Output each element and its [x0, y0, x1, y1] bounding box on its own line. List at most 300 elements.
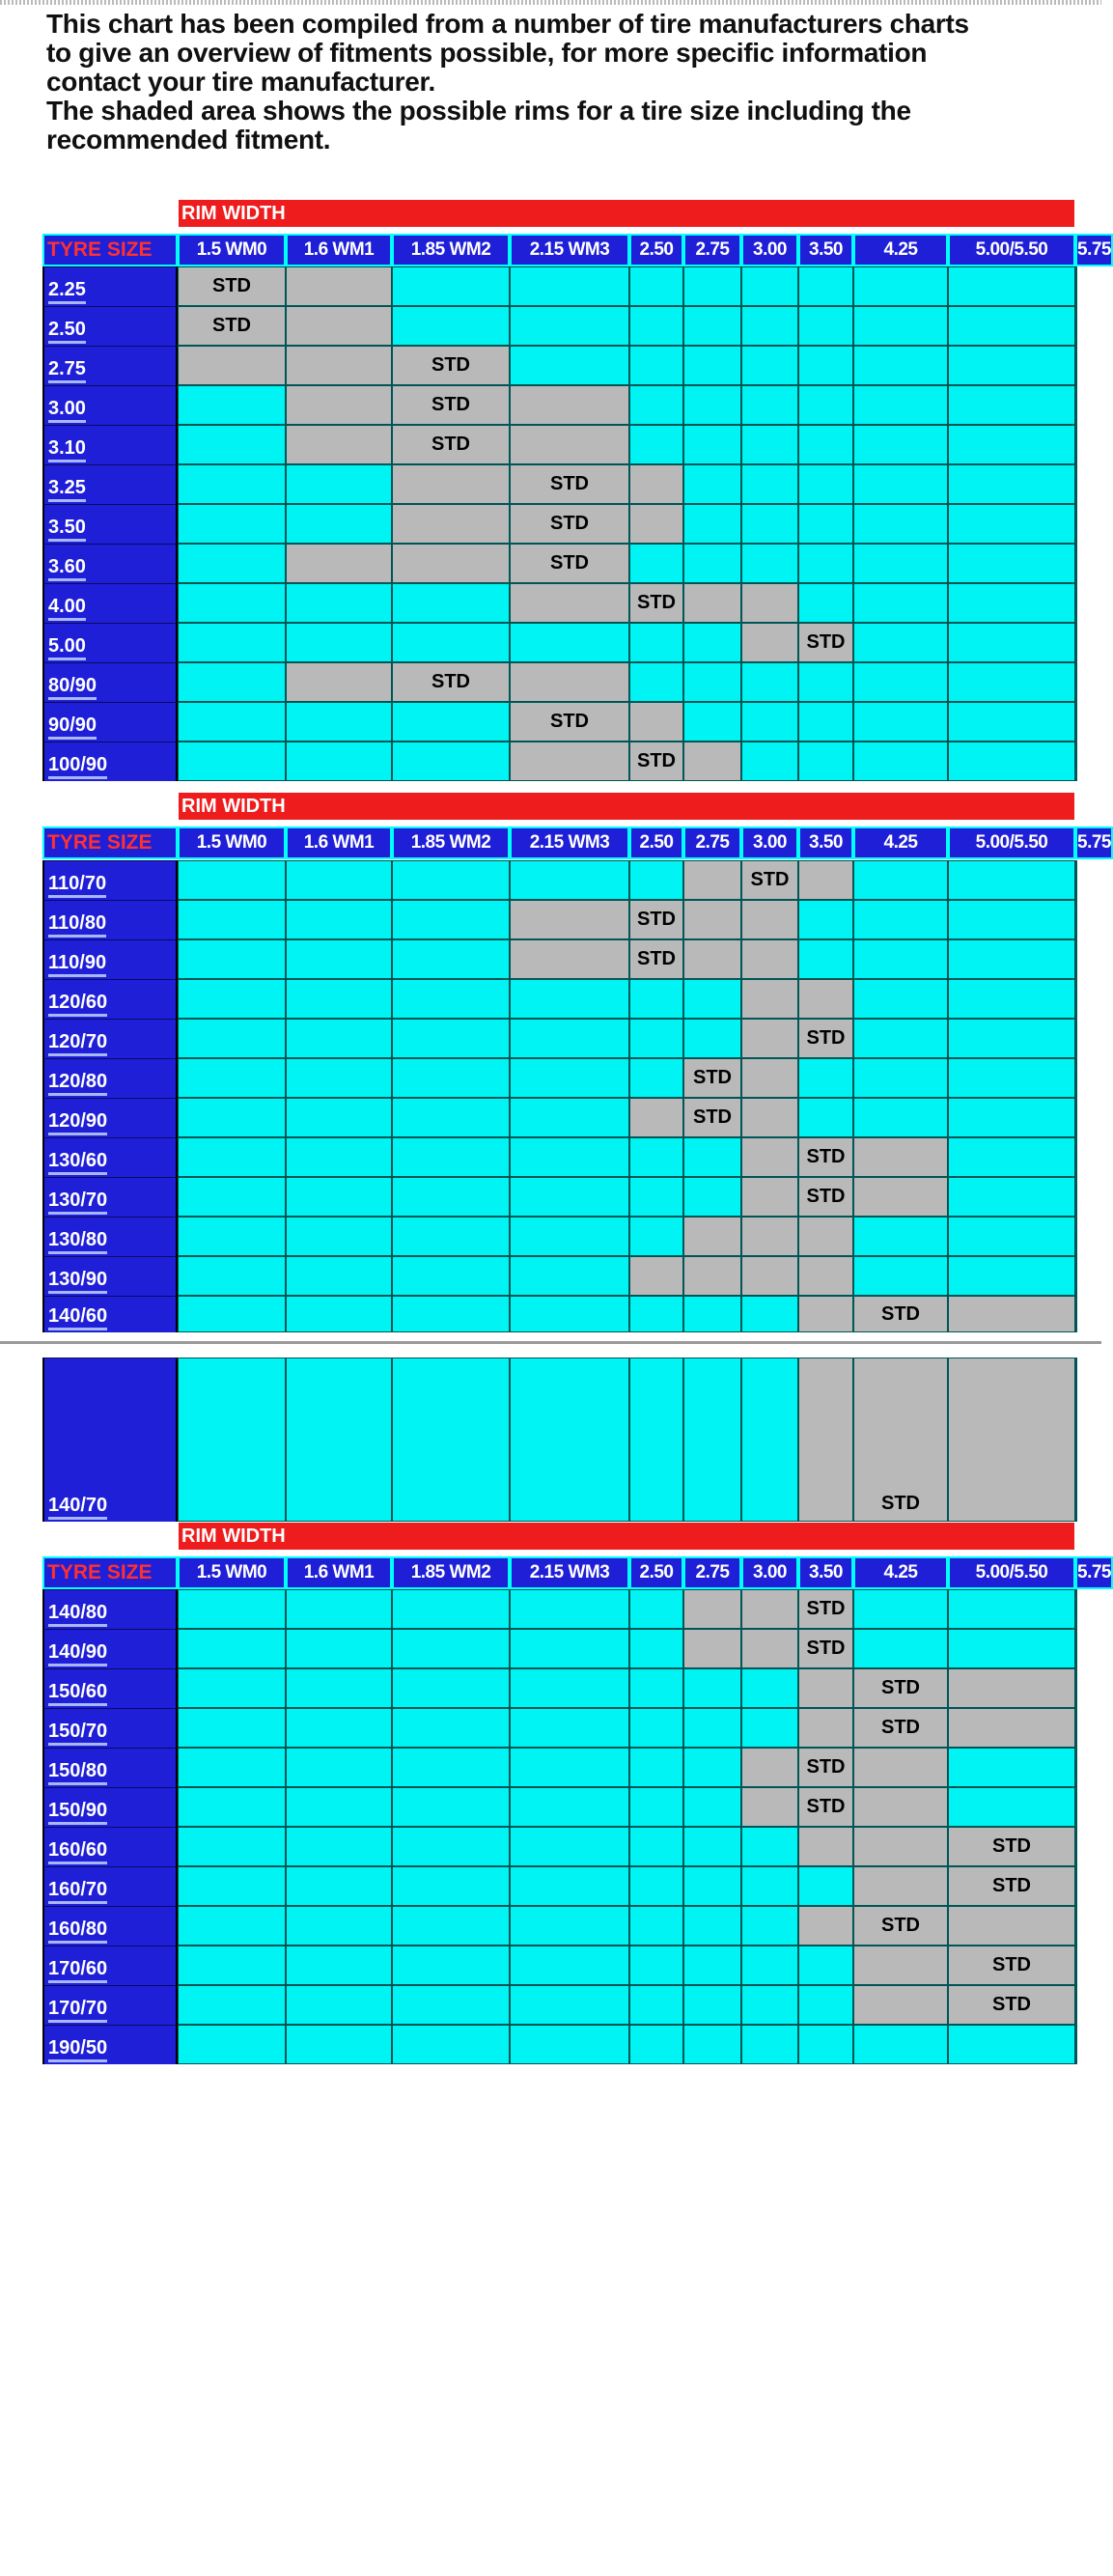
std-fitment-cell: STD — [683, 1058, 741, 1098]
std-fitment-cell: STD — [629, 742, 683, 781]
column-header: 1.6 WM1 — [286, 826, 392, 859]
possible-rim-cell — [1075, 1985, 1077, 2025]
possible-rim-cell — [798, 979, 853, 1019]
rim-cell — [683, 464, 741, 504]
tyre-size-header: TYRE SIZE — [42, 1556, 178, 1589]
possible-rim-cell — [853, 1946, 948, 1985]
rim-cell — [286, 742, 392, 781]
tyre-size-cell — [42, 1827, 178, 1866]
rim-cell — [510, 1748, 629, 1787]
rim-cell — [853, 702, 948, 742]
tyre-size-label: 120/70 — [48, 1031, 107, 1056]
rim-cell — [948, 860, 1075, 900]
tyre-size-cell — [42, 583, 178, 623]
tyre-size-label: 2.75 — [48, 358, 86, 383]
rim-cell — [798, 742, 853, 781]
rim-cell — [1075, 900, 1077, 939]
rim-cell — [286, 623, 392, 662]
rim-cell — [178, 544, 286, 583]
rim-cell — [741, 1296, 798, 1332]
rim-cell — [798, 1866, 853, 1906]
rim-cell — [286, 1256, 392, 1296]
rim-cell — [392, 1906, 510, 1946]
tyre-size-label: 160/60 — [48, 1839, 107, 1864]
possible-rim-cell — [683, 1589, 741, 1629]
std-fitment-cell: STD — [948, 1866, 1075, 1906]
std-fitment-cell: STD — [798, 1787, 853, 1827]
tyre-size-label: 120/60 — [48, 992, 107, 1017]
rim-cell — [392, 1058, 510, 1098]
rim-cell — [178, 939, 286, 979]
rim-cell — [1075, 742, 1077, 781]
rim-cell — [1075, 1177, 1077, 1217]
rim-cell — [741, 346, 798, 385]
rim-cell — [286, 1668, 392, 1708]
rim-cell — [1075, 1708, 1077, 1748]
rim-cell — [1075, 1137, 1077, 1177]
column-header: 4.25 — [853, 234, 948, 266]
column-header: 1.85 WM2 — [392, 826, 510, 859]
rim-cell — [629, 1866, 683, 1906]
rim-cell — [178, 1629, 286, 1668]
possible-rim-cell — [741, 979, 798, 1019]
column-header: 1.5 WM0 — [178, 826, 286, 859]
column-header: 3.00 — [741, 234, 798, 266]
possible-rim-cell — [741, 1629, 798, 1668]
rim-cell — [392, 266, 510, 306]
tyre-size-label: 2.25 — [48, 279, 86, 304]
rim-cell — [286, 1098, 392, 1137]
column-header: 1.85 WM2 — [392, 1556, 510, 1589]
std-fitment-cell: STD — [629, 939, 683, 979]
header-corner — [42, 1522, 178, 1551]
rim-cell — [510, 1358, 629, 1522]
tyre-size-label: 170/70 — [48, 1998, 107, 2023]
rim-cell — [286, 1019, 392, 1058]
rim-cell — [853, 1256, 948, 1296]
possible-rim-cell — [798, 1256, 853, 1296]
rim-cell — [1075, 1906, 1077, 1946]
tyre-size-label: 130/70 — [48, 1190, 107, 1215]
column-header: 2.75 — [683, 826, 741, 859]
possible-rim-cell — [853, 1748, 948, 1787]
possible-rim-cell — [741, 1217, 798, 1256]
tyre-size-cell — [42, 1946, 178, 1985]
possible-rim-cell — [1075, 2025, 1077, 2064]
rim-cell — [510, 266, 629, 306]
tyre-size-label: 3.60 — [48, 556, 86, 581]
tyre-size-label: 160/80 — [48, 1918, 107, 1944]
rim-cell — [629, 385, 683, 425]
possible-rim-cell — [629, 1256, 683, 1296]
possible-rim-cell — [392, 504, 510, 544]
rim-cell — [741, 544, 798, 583]
rim-cell — [948, 742, 1075, 781]
rim-cell — [948, 623, 1075, 662]
column-header: 1.85 WM2 — [392, 234, 510, 266]
rim-cell — [853, 385, 948, 425]
rim-cell — [178, 2025, 286, 2064]
tyre-size-cell — [42, 939, 178, 979]
rim-cell — [1075, 662, 1077, 702]
rim-cell — [286, 504, 392, 544]
possible-rim-cell — [392, 544, 510, 583]
rim-cell — [178, 1358, 286, 1522]
tyre-size-label: 3.10 — [48, 437, 86, 462]
possible-rim-cell — [629, 504, 683, 544]
column-header: 5.75 — [1075, 826, 1113, 859]
tyre-size-label: 140/80 — [48, 1602, 107, 1627]
rim-cell — [178, 1985, 286, 2025]
rim-cell — [629, 1946, 683, 1985]
rim-cell — [741, 1358, 798, 1522]
tyre-size-label: 120/90 — [48, 1110, 107, 1135]
rim-cell — [853, 979, 948, 1019]
rim-cell — [178, 1827, 286, 1866]
rim-cell — [392, 939, 510, 979]
rim-cell — [948, 1058, 1075, 1098]
tyre-size-label: 80/90 — [48, 675, 97, 700]
rim-cell — [178, 742, 286, 781]
rim-cell — [683, 662, 741, 702]
possible-rim-cell — [798, 1708, 853, 1748]
tyre-size-label: 140/90 — [48, 1641, 107, 1666]
possible-rim-cell — [392, 464, 510, 504]
rim-cell — [286, 1748, 392, 1787]
possible-rim-cell — [510, 385, 629, 425]
std-fitment-cell: STD — [853, 1358, 948, 1522]
rim-cell — [178, 425, 286, 464]
rim-cell — [178, 623, 286, 662]
possible-rim-cell — [853, 1985, 948, 2025]
rim-cell — [510, 1668, 629, 1708]
rim-cell — [286, 583, 392, 623]
rim-cell — [683, 1296, 741, 1332]
rim-cell — [392, 1137, 510, 1177]
rim-cell — [798, 544, 853, 583]
intro-line: to give an overview of fitments possible, for more specific information — [46, 38, 928, 68]
rim-cell — [853, 742, 948, 781]
rim-cell — [948, 900, 1075, 939]
rim-cell — [510, 1098, 629, 1137]
rim-cell — [948, 544, 1075, 583]
rim-cell — [948, 504, 1075, 544]
rim-cell — [510, 623, 629, 662]
rim-cell — [853, 2025, 948, 2064]
rim-cell — [286, 1629, 392, 1668]
rim-cell — [629, 1177, 683, 1217]
rim-cell — [178, 1668, 286, 1708]
tyre-size-label: 90/90 — [48, 714, 97, 740]
rim-cell — [286, 979, 392, 1019]
possible-rim-cell — [798, 1217, 853, 1256]
tyre-size-label: 160/70 — [48, 1879, 107, 1904]
tyre-size-cell — [42, 662, 178, 702]
rim-cell — [798, 464, 853, 504]
rim-cell — [741, 1708, 798, 1748]
rim-cell — [286, 1358, 392, 1522]
rim-cell — [286, 464, 392, 504]
possible-rim-cell — [741, 623, 798, 662]
column-header: 3.00 — [741, 1556, 798, 1589]
rim-cell — [286, 1217, 392, 1256]
std-fitment-cell: STD — [798, 1748, 853, 1787]
column-header: 3.00 — [741, 826, 798, 859]
std-fitment-cell: STD — [178, 306, 286, 346]
rim-cell — [392, 2025, 510, 2064]
rim-cell — [392, 860, 510, 900]
rim-cell — [683, 1137, 741, 1177]
rim-cell — [683, 266, 741, 306]
rim-cell — [683, 2025, 741, 2064]
std-fitment-cell: STD — [798, 1629, 853, 1668]
column-header: 3.50 — [798, 1556, 853, 1589]
rim-cell — [392, 306, 510, 346]
rim-cell — [629, 544, 683, 583]
rim-cell — [1075, 1589, 1077, 1629]
rim-cell — [510, 1019, 629, 1058]
possible-rim-cell — [741, 1098, 798, 1137]
possible-rim-cell — [683, 939, 741, 979]
tyre-size-label: 130/90 — [48, 1269, 107, 1294]
rim-cell — [286, 1708, 392, 1748]
rim-cell — [683, 1708, 741, 1748]
tyre-size-cell — [42, 544, 178, 583]
rim-cell — [1075, 702, 1077, 742]
possible-rim-cell — [948, 1358, 1075, 1522]
rim-fitment-chart — [42, 199, 1111, 2066]
rim-cell — [286, 860, 392, 900]
rim-cell — [629, 2025, 683, 2064]
rim-cell — [948, 1787, 1075, 1827]
rim-cell — [741, 1906, 798, 1946]
std-fitment-cell: STD — [741, 860, 798, 900]
rim-cell — [683, 425, 741, 464]
rim-cell — [510, 1827, 629, 1866]
column-header: 1.5 WM0 — [178, 1556, 286, 1589]
std-fitment-cell: STD — [683, 1098, 741, 1137]
tyre-size-cell — [42, 1866, 178, 1906]
tyre-size-cell — [42, 1748, 178, 1787]
section-divider-line — [0, 1341, 1101, 1344]
rim-cell — [798, 504, 853, 544]
rim-cell — [948, 464, 1075, 504]
rim-cell — [683, 346, 741, 385]
tyre-size-cell — [42, 1787, 178, 1827]
rim-cell — [683, 385, 741, 425]
column-header: 2.75 — [683, 1556, 741, 1589]
tyre-size-label: 110/80 — [48, 912, 106, 938]
tyre-size-cell — [42, 1019, 178, 1058]
possible-rim-cell — [683, 742, 741, 781]
rim-cell — [1075, 1098, 1077, 1137]
rim-cell — [683, 1748, 741, 1787]
tyre-size-cell — [42, 900, 178, 939]
rim-width-header: RIM WIDTH — [178, 199, 1075, 228]
rim-cell — [510, 306, 629, 346]
std-fitment-cell: STD — [510, 464, 629, 504]
rim-cell — [392, 583, 510, 623]
possible-rim-cell — [1075, 1866, 1077, 1906]
rim-cell — [392, 1296, 510, 1332]
possible-rim-cell — [683, 583, 741, 623]
tyre-size-cell — [42, 464, 178, 504]
possible-rim-cell — [741, 583, 798, 623]
possible-rim-cell — [741, 900, 798, 939]
std-fitment-cell: STD — [798, 1589, 853, 1629]
rim-cell — [629, 1217, 683, 1256]
tyre-size-label: 130/80 — [48, 1229, 107, 1254]
tyre-size-cell — [42, 1296, 178, 1332]
tyre-size-cell — [42, 504, 178, 544]
possible-rim-cell — [741, 1177, 798, 1217]
rim-cell — [510, 1177, 629, 1217]
rim-cell — [798, 306, 853, 346]
rim-cell — [178, 1866, 286, 1906]
rim-cell — [948, 1217, 1075, 1256]
rim-cell — [286, 1058, 392, 1098]
tyre-size-cell — [42, 385, 178, 425]
rim-cell — [286, 1985, 392, 2025]
possible-rim-cell — [286, 346, 392, 385]
tyre-size-label: 5.00 — [48, 635, 86, 660]
rim-cell — [853, 1629, 948, 1668]
rim-cell — [510, 860, 629, 900]
column-header: 3.50 — [798, 234, 853, 266]
rim-cell — [178, 1019, 286, 1058]
possible-rim-cell — [510, 900, 629, 939]
rim-cell — [1075, 504, 1077, 544]
tyre-size-cell — [42, 1985, 178, 2025]
rim-cell — [683, 979, 741, 1019]
column-header: 1.5 WM0 — [178, 234, 286, 266]
rim-cell — [741, 425, 798, 464]
rim-cell — [178, 1906, 286, 1946]
rim-cell — [1075, 1019, 1077, 1058]
rim-cell — [741, 1827, 798, 1866]
rim-cell — [948, 662, 1075, 702]
rim-cell — [178, 1589, 286, 1629]
tyre-size-label: 140/70 — [48, 1495, 107, 1520]
column-header: 2.50 — [629, 826, 683, 859]
possible-rim-cell — [683, 900, 741, 939]
possible-rim-cell — [853, 1827, 948, 1866]
rim-cell — [629, 1748, 683, 1787]
rim-cell — [798, 266, 853, 306]
rim-cell — [629, 662, 683, 702]
rim-cell — [392, 1946, 510, 1985]
rim-cell — [741, 742, 798, 781]
tyre-size-label: 150/70 — [48, 1721, 107, 1746]
rim-cell — [629, 1787, 683, 1827]
possible-rim-cell — [178, 346, 286, 385]
rim-cell — [798, 939, 853, 979]
rim-cell — [510, 1906, 629, 1946]
possible-rim-cell — [798, 1668, 853, 1708]
rim-cell — [286, 702, 392, 742]
rim-cell — [629, 346, 683, 385]
tyre-size-label: 4.00 — [48, 596, 86, 621]
tyre-size-cell — [42, 742, 178, 781]
rim-cell — [392, 1748, 510, 1787]
rim-cell — [392, 623, 510, 662]
tyre-size-label: 150/90 — [48, 1800, 107, 1825]
possible-rim-cell — [741, 1019, 798, 1058]
std-fitment-cell: STD — [853, 1668, 948, 1708]
rim-cell — [178, 662, 286, 702]
tyre-size-label: 3.25 — [48, 477, 86, 502]
rim-cell — [741, 1866, 798, 1906]
rim-cell — [798, 425, 853, 464]
possible-rim-cell — [741, 1058, 798, 1098]
rim-cell — [741, 1946, 798, 1985]
possible-rim-cell — [798, 1827, 853, 1866]
rim-cell — [178, 1177, 286, 1217]
possible-rim-cell — [741, 939, 798, 979]
possible-rim-cell — [853, 1177, 948, 1217]
rim-width-header: RIM WIDTH — [178, 1522, 1075, 1551]
possible-rim-cell — [853, 1137, 948, 1177]
std-fitment-cell: STD — [853, 1296, 948, 1332]
std-fitment-cell: STD — [510, 702, 629, 742]
possible-rim-cell — [948, 1668, 1075, 1708]
tyre-size-cell — [42, 306, 178, 346]
column-header: 5.00/5.50 — [948, 1556, 1075, 1589]
rim-cell — [683, 1787, 741, 1827]
tyre-size-cell — [42, 979, 178, 1019]
possible-rim-cell — [741, 1137, 798, 1177]
possible-rim-cell — [629, 464, 683, 504]
std-fitment-cell: STD — [392, 385, 510, 425]
rim-cell — [853, 1019, 948, 1058]
possible-rim-cell — [798, 860, 853, 900]
rim-cell — [392, 1177, 510, 1217]
rim-cell — [392, 1098, 510, 1137]
rim-cell — [178, 900, 286, 939]
column-header: 5.00/5.50 — [948, 826, 1075, 859]
rim-cell — [741, 702, 798, 742]
rim-cell — [510, 979, 629, 1019]
column-header: 5.00/5.50 — [948, 234, 1075, 266]
tyre-size-label: 110/90 — [48, 952, 106, 977]
rim-cell — [741, 504, 798, 544]
rim-cell — [392, 702, 510, 742]
rim-cell — [798, 1985, 853, 2025]
tyre-size-label: 190/50 — [48, 2037, 107, 2062]
rim-cell — [510, 1296, 629, 1332]
rim-cell — [510, 1946, 629, 1985]
rim-cell — [392, 1358, 510, 1522]
rim-cell — [629, 1827, 683, 1866]
rim-cell — [392, 1787, 510, 1827]
rim-cell — [286, 2025, 392, 2064]
rim-cell — [510, 1256, 629, 1296]
rim-cell — [392, 742, 510, 781]
std-fitment-cell: STD — [392, 425, 510, 464]
rim-cell — [853, 425, 948, 464]
tyre-size-label: 140/60 — [48, 1305, 107, 1330]
possible-rim-cell — [948, 1708, 1075, 1748]
rim-cell — [392, 1668, 510, 1708]
possible-rim-cell — [683, 1256, 741, 1296]
rim-cell — [683, 1019, 741, 1058]
column-header: 2.15 WM3 — [510, 826, 629, 859]
std-fitment-cell: STD — [510, 504, 629, 544]
column-header: 3.50 — [798, 826, 853, 859]
rim-cell — [683, 1827, 741, 1866]
header-corner — [42, 792, 178, 821]
rim-cell — [798, 385, 853, 425]
